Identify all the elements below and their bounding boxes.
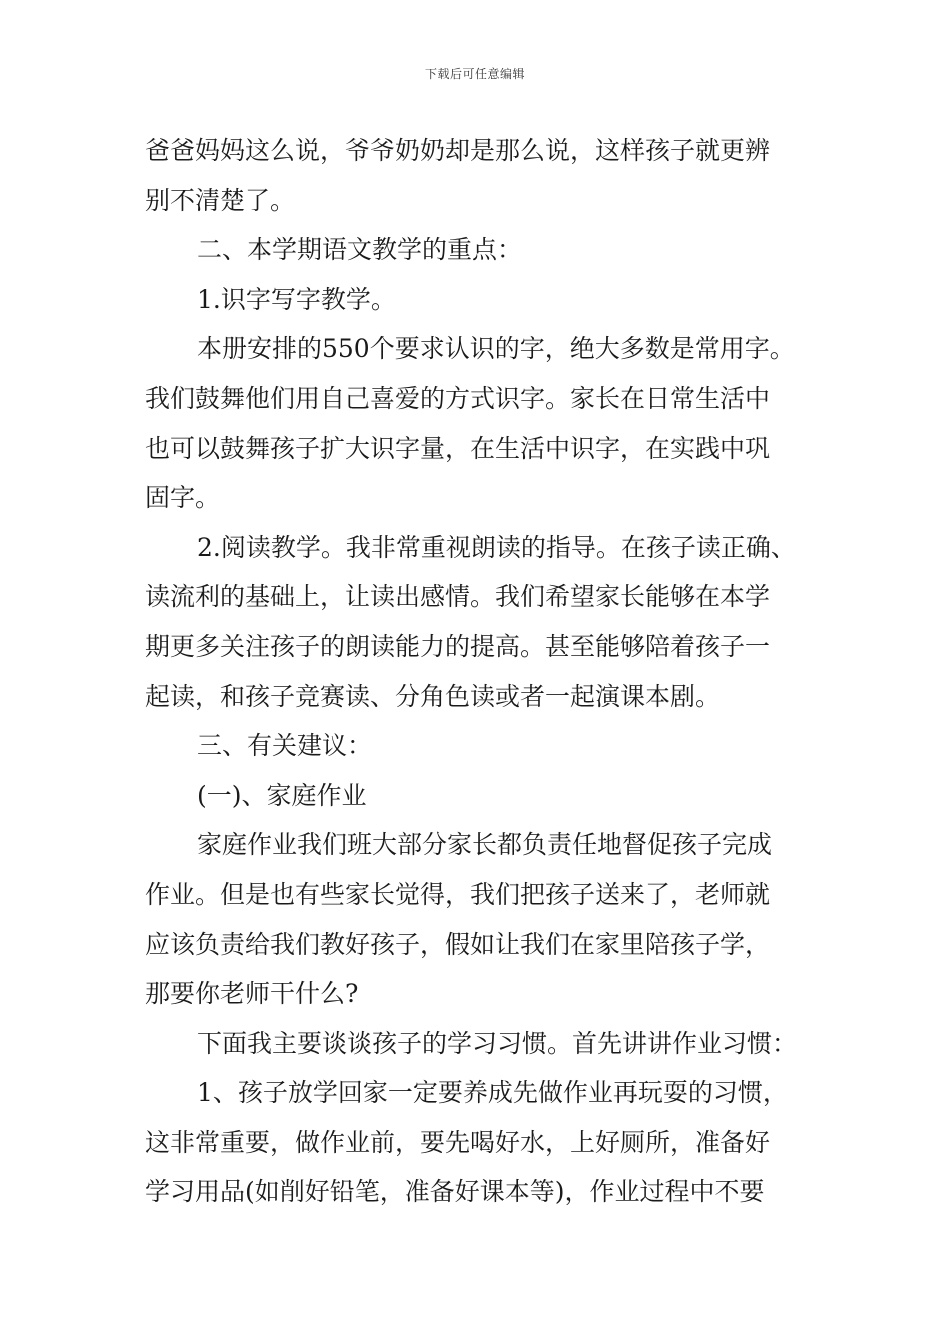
body-line: 那要你老师干什么? — [145, 979, 359, 1009]
body-line: 本册安排的550个要求认识的字，绝大多数是常用字。 — [197, 334, 795, 364]
body-line: 也可以鼓舞孩子扩大识字量，在生活中识字，在实践中巩 — [145, 433, 771, 463]
body-line: 作业。但是也有些家长觉得，我们把孩子送来了，老师就 — [145, 879, 771, 909]
body-line: 这非常重要，做作业前，要先喝好水，上好厕所，准备好 — [145, 1127, 771, 1157]
body-line: 2.阅读教学。我非常重视朗读的指导。在孩子读正确、 — [197, 532, 796, 562]
body-line: 1、孩子放学回家一定要养成先做作业再玩耍的习惯， — [197, 1078, 788, 1108]
body-line: 别不清楚了。 — [145, 185, 296, 215]
body-line: 家庭作业我们班大部分家长都负责任地督促孩子完成 — [197, 830, 773, 860]
section-heading: 三、有关建议： — [197, 731, 373, 761]
body-line: 起读，和孩子竞赛读、分角色读或者一起演课本剧。 — [145, 681, 721, 711]
body-line: 期更多关注孩子的朗读能力的提高。甚至能够陪着孩子一 — [145, 631, 771, 661]
body-line: 读流利的基础上，让读出感情。我们希望家长能够在本学 — [145, 582, 771, 612]
page-header: 下载后可任意编辑 — [424, 67, 525, 81]
body-line: 我们鼓舞他们用自己喜爱的方式识字。家长在日常生活中 — [145, 383, 771, 413]
body-line: 下面我主要谈谈孩子的学习习惯。首先讲讲作业习惯： — [197, 1028, 798, 1058]
body-line: 爸爸妈妈这么说，爷爷奶奶却是那么说，这样孩子就更辨 — [145, 136, 771, 165]
body-line: 应该负责给我们教好孩子，假如让我们在家里陪孩子学， — [145, 929, 771, 959]
body-line: 学习用品(如削好铅笔，准备好课本等)，作业过程中不要 — [145, 1177, 765, 1207]
section-heading: 二、本学期语文教学的重点： — [197, 235, 523, 265]
document-body — [145, 126, 815, 1217]
body-line: 固字。 — [145, 483, 221, 513]
subsection-heading: 1.识字写字教学。 — [197, 284, 396, 314]
subsection-heading: (一)、家庭作业 — [197, 780, 367, 810]
